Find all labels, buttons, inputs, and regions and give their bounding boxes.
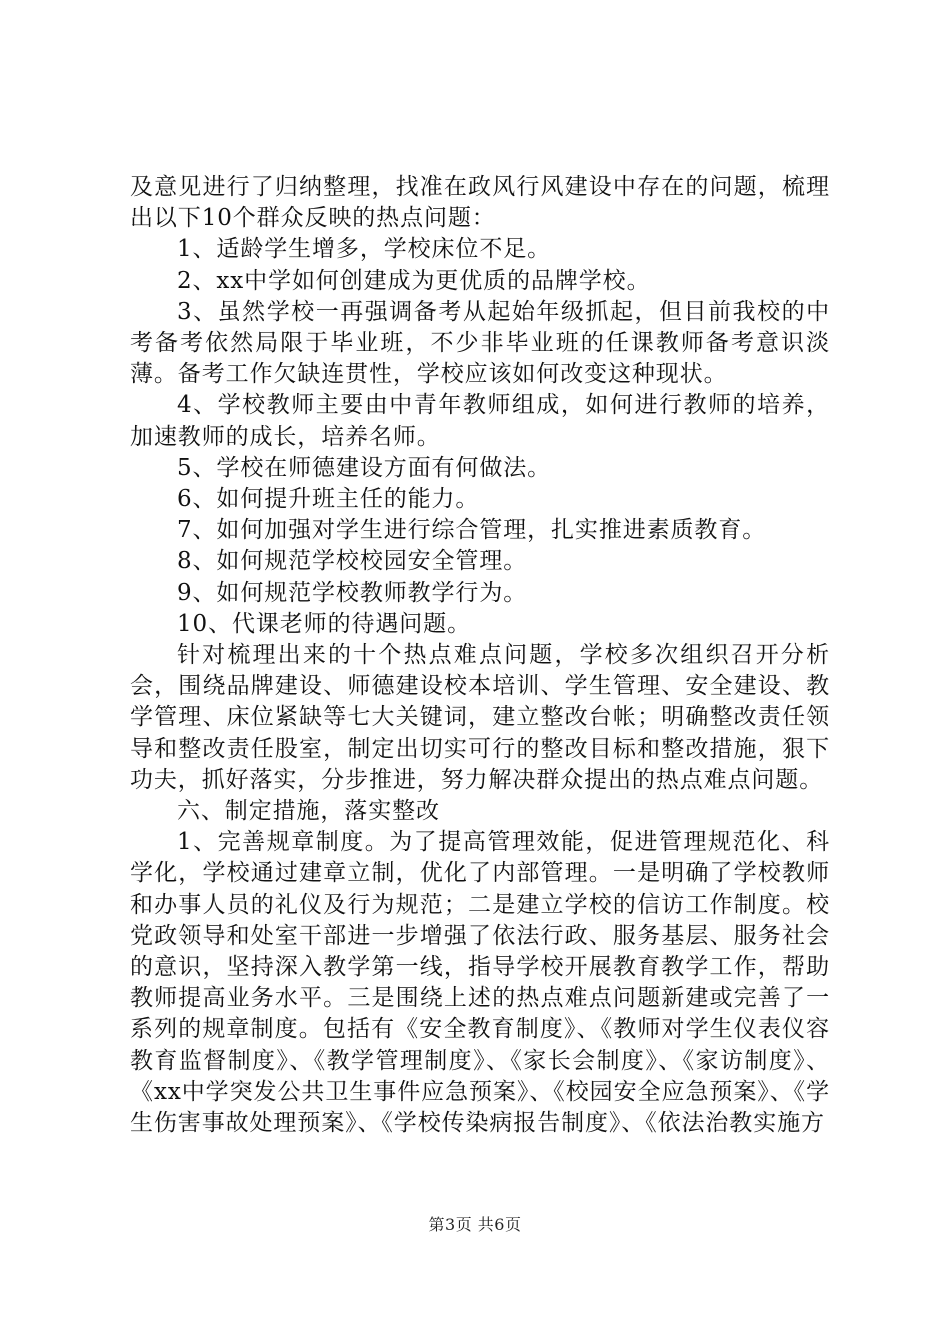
list-item-8: 8、如何规范学校校园安全管理。 — [177, 548, 528, 575]
list-item-7: 7、如何加强对学生进行综合管理，扎实推进素质教育。 — [177, 517, 767, 544]
document-body — [130, 172, 830, 1139]
list-item-6: 6、如何提升班主任的能力。 — [177, 486, 480, 513]
list-item-9: 9、如何规范学校教师教学行为。 — [177, 579, 528, 606]
list-item-4: 4、学校教师主要由中青年教师组成，如何进行教师的培养，加速教师的成长，培养名师。 — [130, 392, 830, 450]
section-heading: 六、制定措施，落实整改 — [177, 798, 440, 825]
list-item-2: 2、xx中学如何创建成为更优质的品牌学校。 — [177, 267, 651, 294]
paragraph-rules: 1、完善规章制度。为了提高管理效能，促进管理规范化、科学化，学校通过建章立制，优化了内部管理。一是明确了学校教师和办事人员的礼仪及行为规范；二是建立学校的信访工作制度。校党政领导和处室干部进一步增强了依法行政、服务基层、服务社会的意识，坚持深入教学第一线，指导学校开展教育教学工作，帮助教师提高业务水平。三是围绕上述的热点难点问题新建或完善了一系列的规章制度。包括有《安全教育制度》、《教师对学生仪表仪容教育监督制度》、《教学管理制度》、《家长会制度》、《家访制度》、《xx中学突发公共卫生事件应急预案》、《校园安全应急预案》、《学生伤害事故处理预案》、《学校传染病报告制度》、《依法治教实施方 — [130, 829, 830, 1137]
list-item-1: 1、适龄学生增多，学校床位不足。 — [177, 236, 552, 263]
page-footer — [0, 1215, 950, 1235]
page-number-label: 第3页 共6页 — [428, 1215, 522, 1234]
paragraph-analysis: 针对梳理出来的十个热点难点问题，学校多次组织召开分析会，围绕品牌建设、师德建设校本培训、学生管理、安全建设、教学管理、床位紧缺等七大关键词，建立整改台帐；明确整改责任领导和整改责任股室，制定出切实可行的整改目标和整改措施，狠下功夫，抓好落实，分步推进，努力解决群众提出的热点难点问题。 — [130, 642, 830, 793]
list-item-3: 3、虽然学校一再强调备考从起始年级抓起，但目前我校的中考备考依然局限于毕业班，不少非毕业班的任课教师备考意识淡薄。备考工作欠缺连贯性，学校应该如何改变这种现状。 — [130, 298, 830, 388]
list-item-5: 5、学校在师德建设方面有何做法。 — [177, 454, 552, 481]
list-item-10: 10、代课老师的待遇问题。 — [177, 610, 471, 637]
paragraph-intro: 及意见进行了归纳整理，找准在政风行风建设中存在的问题，梳理出以下10个群众反映的热点问题： — [130, 174, 830, 232]
